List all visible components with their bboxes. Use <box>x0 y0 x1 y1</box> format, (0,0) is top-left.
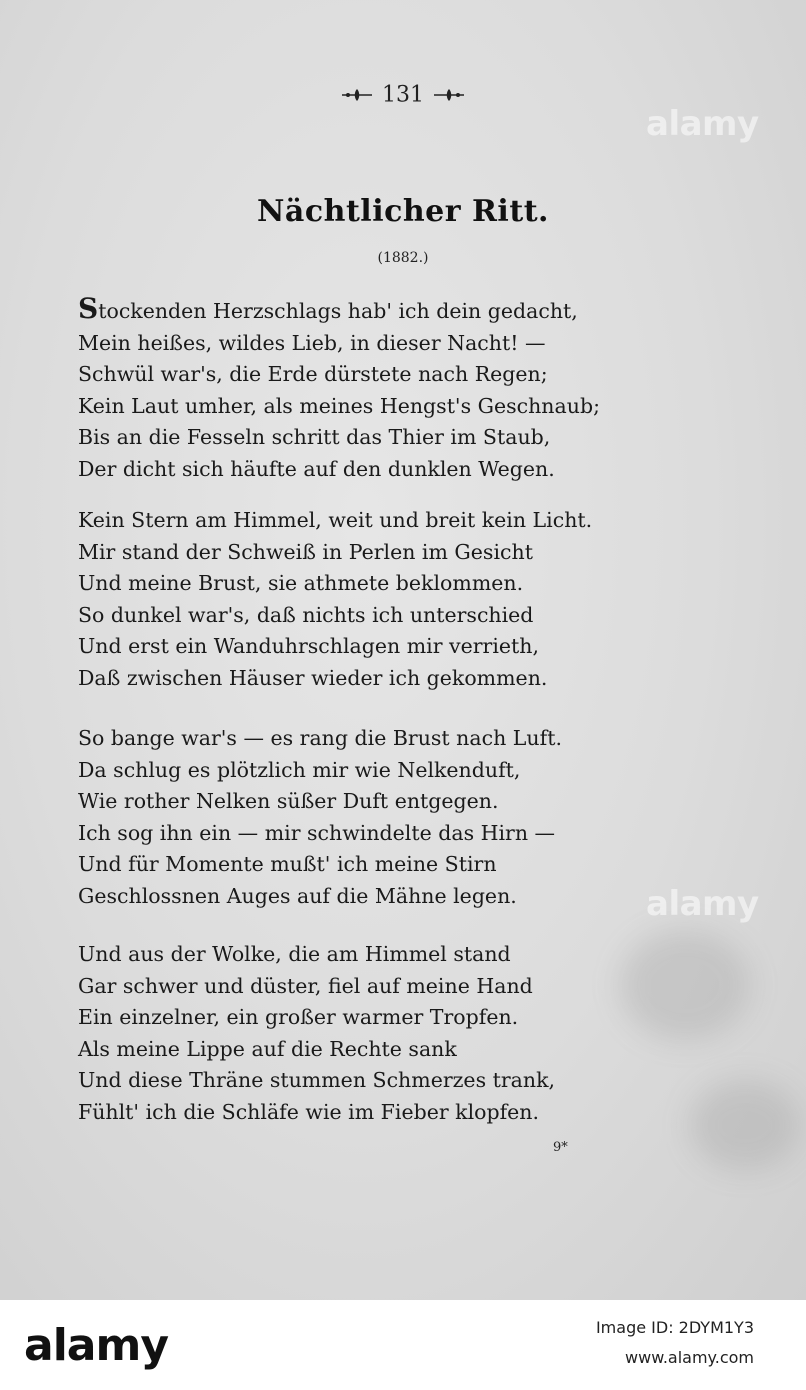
stanza-2 <box>78 505 592 694</box>
poem-line: Kein Stern am Himmel, weit und breit kein Licht. <box>78 508 593 532</box>
stock-footer <box>0 1300 806 1390</box>
poem-line: Und für Momente mußt' ich meine Stirn <box>78 852 497 876</box>
stanza-4 <box>78 939 555 1128</box>
poem-line: Bis an die Fesseln schritt das Thier im Staub, <box>78 425 551 449</box>
poem-title: Nächtlicher Ritt. <box>257 194 549 229</box>
stanza-1 <box>78 293 600 485</box>
poem-line: Fühlt' ich die Schläfe wie im Fieber klopfen. <box>78 1099 540 1124</box>
image-id: Image ID: 2DYM1Y3 <box>595 1318 754 1337</box>
poem-line: So dunkel war's, daß nichts ich unterschied <box>78 602 534 627</box>
footer-logo: alamy <box>24 1320 168 1371</box>
page-stain <box>690 1080 800 1170</box>
poem-line: Schwül war's, die Erde dürstete nach Regen; <box>78 362 548 386</box>
page-number: 131 <box>382 82 424 108</box>
poem-line: Geschlossnen Auges auf die Mähne legen. <box>78 883 517 908</box>
poem-line: Und diese Thräne stummen Schmerzes trank, <box>78 1068 556 1092</box>
poem-line: So bange war's — es rang die Brust nach Luft. <box>78 726 562 750</box>
initial-letter: S <box>78 292 99 325</box>
poem-line: Mein heißes, wildes Lieb, in dieser Nacht! — <box>78 330 546 355</box>
poem-line: Da schlug es plötzlich mir wie Nelkenduft, <box>78 757 521 782</box>
poem-line: Ich sog ihn ein — mir schwindelte das Hirn — <box>78 820 556 845</box>
ornament-right-icon <box>432 88 466 102</box>
poem-line: Stockenden Herzschlags hab' ich dein gedacht, <box>78 292 578 325</box>
poem-line: Mir stand der Schweiß in Perlen im Gesicht <box>78 539 533 564</box>
stanza-3 <box>78 723 562 912</box>
poem-line: Und meine Brust, sie athmete beklommen. <box>78 571 524 595</box>
poem-line: Kein Laut umher, als meines Hengst's Geschnaub; <box>78 393 600 418</box>
poem-line: Wie rother Nelken süßer Duft entgegen. <box>78 789 499 813</box>
poem-line: Gar schwer und düster, fiel auf meine Hand <box>78 973 533 998</box>
poem-line: Und erst ein Wanduhrschlagen mir verrieth, <box>78 634 539 658</box>
watermark: alamy <box>646 884 759 924</box>
ornament-left-icon <box>340 88 374 102</box>
poem-line: Und aus der Wolke, die am Himmel stand <box>78 942 511 966</box>
poem-line: Ein einzelner, ein großer warmer Tropfen. <box>78 1005 519 1029</box>
site-url: www.alamy.com <box>625 1348 754 1367</box>
poem-line: Als meine Lippe auf die Rechte sank <box>78 1036 457 1061</box>
poem-line: Der dicht sich häufte auf den dunklen Wegen. <box>78 456 555 481</box>
signature-mark: 9* <box>553 1140 568 1155</box>
watermark: alamy <box>646 104 759 144</box>
poem-line: Daß zwischen Häuser wieder ich gekommen. <box>78 665 548 690</box>
poem-year: (1882.) <box>377 250 429 266</box>
page-stain <box>620 930 750 1040</box>
